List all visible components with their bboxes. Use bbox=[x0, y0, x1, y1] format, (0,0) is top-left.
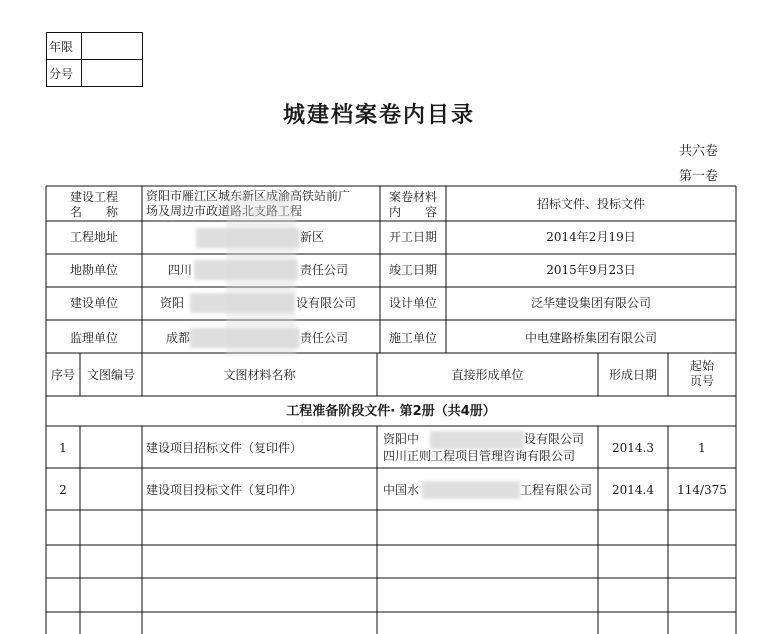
column-header-date: 形成日期 bbox=[608, 368, 657, 382]
materials-value: 招标文件、投标文件 bbox=[536, 197, 645, 211]
project-name-label: 建设工程 名 称 bbox=[69, 190, 118, 219]
row-1-name: 建设项目招标文件（复印件） bbox=[146, 441, 303, 455]
row-1-unit-line-1-end: 设有限公司 bbox=[524, 432, 585, 446]
survey-value-start: 四川 bbox=[168, 263, 193, 277]
survey-value-end: 责任公司 bbox=[300, 263, 349, 277]
design-unit-value: 泛华建设集团有限公司 bbox=[530, 296, 651, 310]
survey-label: 地勘单位 bbox=[69, 263, 118, 277]
section-header: 工程准备阶段文件· 第2册（共4册） bbox=[286, 404, 496, 419]
builder-value-end: 设有限公司 bbox=[296, 296, 357, 310]
column-header-unit: 直接形成单位 bbox=[451, 368, 524, 382]
row-1-page: 1 bbox=[698, 441, 706, 455]
row-2-unit-start: 中国水 bbox=[383, 483, 420, 497]
design-unit-label: 设计单位 bbox=[388, 296, 437, 310]
start-date-value: 2014年2月19日 bbox=[546, 230, 636, 244]
redaction-mask bbox=[226, 196, 296, 356]
supervisor-value-end: 责任公司 bbox=[300, 331, 349, 345]
start-date-label: 开工日期 bbox=[388, 230, 437, 244]
row-2-seq: 2 bbox=[59, 483, 67, 497]
materials-label: 案卷材料 内 容 bbox=[388, 190, 437, 219]
supervisor-value-start: 成都 bbox=[166, 331, 191, 345]
construction-unit-label: 施工单位 bbox=[388, 331, 437, 345]
builder-label: 建设单位 bbox=[69, 296, 118, 310]
column-header-doc-no: 文图编号 bbox=[86, 368, 135, 382]
column-header-name: 文图材料名称 bbox=[223, 368, 296, 382]
row-2-date: 2014.4 bbox=[612, 483, 654, 497]
row-1-unit-line-1-start: 资阳中 bbox=[383, 432, 420, 446]
finish-date-value: 2015年9月23日 bbox=[546, 263, 636, 277]
page-title: 城建档案卷内目录 bbox=[282, 103, 475, 128]
column-header-page: 起始 页号 bbox=[689, 359, 714, 388]
builder-value-start: 资阳 bbox=[160, 296, 185, 310]
redaction-mask bbox=[430, 431, 524, 449]
volume-total: 共六卷 bbox=[678, 144, 718, 159]
supervisor-label: 监理单位 bbox=[69, 331, 118, 345]
row-2-name: 建设项目投标文件（复印件） bbox=[146, 483, 303, 497]
years-label: 年限 bbox=[47, 33, 82, 60]
project-name-value: 资阳市雁江区城东新区成渝高铁站前广 场及周边市政道路北支路工程 bbox=[146, 189, 351, 218]
number-label: 分号 bbox=[47, 60, 82, 87]
row-1-unit-line-2: 四川正则工程项目管理咨询有限公司 bbox=[383, 449, 576, 463]
row-1-date: 2014.3 bbox=[612, 441, 654, 455]
column-header-seq: 序号 bbox=[50, 368, 75, 382]
row-2-page: 114/375 bbox=[677, 483, 727, 497]
volume-current: 第一卷 bbox=[678, 169, 718, 184]
row-2-unit-end: 工程有限公司 bbox=[520, 483, 593, 497]
row-1-seq: 1 bbox=[59, 441, 67, 455]
redaction-mask bbox=[422, 481, 520, 499]
finish-date-label: 竣工日期 bbox=[388, 263, 437, 277]
construction-unit-value: 中电建路桥集团有限公司 bbox=[524, 331, 657, 345]
address-value: 新区 bbox=[300, 230, 325, 244]
address-label: 工程地址 bbox=[69, 230, 118, 244]
